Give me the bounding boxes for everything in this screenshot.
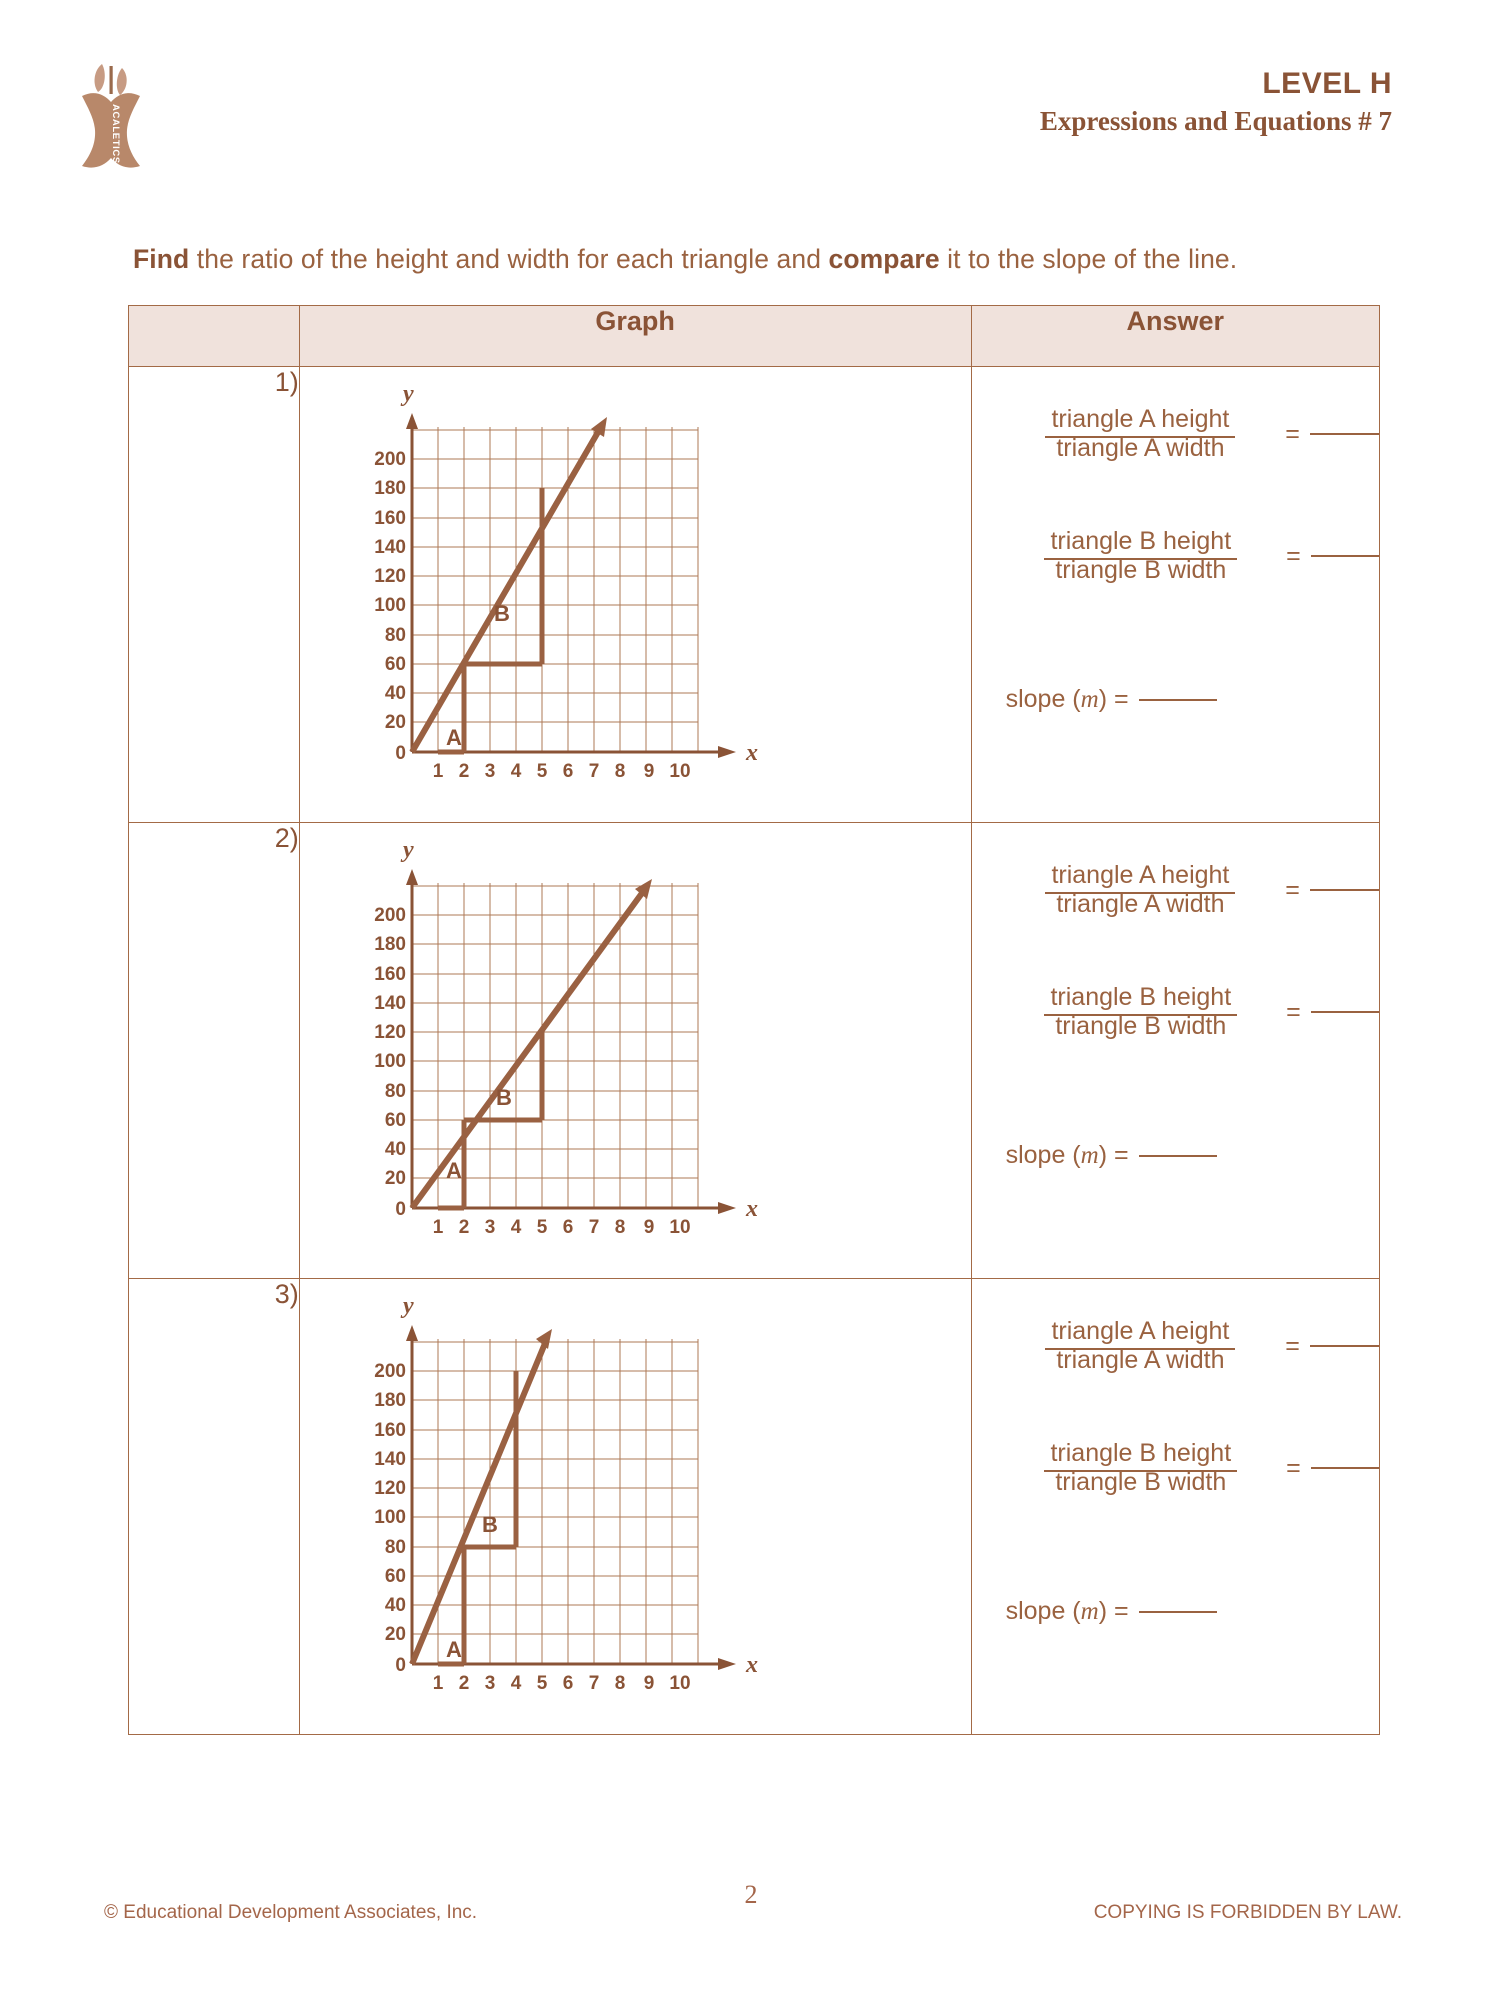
table-row (129, 1279, 1380, 1735)
x-tick-5: 5 (536, 1673, 548, 1694)
x-tick-10: 10 (669, 1673, 691, 1694)
answer-blank-b[interactable] (1311, 555, 1379, 557)
x-tick-9: 9 (643, 1673, 655, 1694)
answer-blank-slope[interactable] (1139, 1611, 1217, 1613)
answer-blank-b[interactable] (1311, 1011, 1379, 1013)
y-tick-80: 80 (384, 625, 406, 646)
instruction-bold-find: Find (133, 244, 190, 274)
y-tick-0: 0 (395, 1655, 406, 1676)
copying-forbidden-notice: COPYING IS FORBIDDEN BY LAW. (1093, 1902, 1402, 1923)
table-row (129, 367, 1380, 823)
y-tick-100: 100 (374, 595, 406, 616)
y-tick-80: 80 (384, 1081, 406, 1102)
x-tick-7: 7 (588, 1217, 600, 1238)
y-axis-arrow (406, 413, 418, 429)
header-cell-graph: Graph (299, 306, 971, 367)
ratio-b-numerator: triangle B height (1044, 1439, 1237, 1472)
x-tick-3: 3 (484, 1673, 496, 1694)
y-tick-20: 20 (384, 712, 406, 733)
y-tick-140: 140 (374, 1449, 406, 1470)
x-tick-8: 8 (614, 1673, 626, 1694)
header-cell-answer: Answer (971, 306, 1379, 367)
equals-sign-b: = (1286, 1453, 1301, 1482)
y-axis-arrow (406, 869, 418, 885)
slope-row-1 (1006, 685, 1217, 714)
graph-cell-3 (299, 1279, 971, 1735)
y-tick-160: 160 (374, 964, 406, 985)
y-tick-120: 120 (374, 566, 406, 587)
graph-3 (300, 1279, 972, 1734)
ratio-a-3 (1006, 1317, 1379, 1375)
slope-label-1: slope (m) = (1005, 685, 1129, 713)
graph-cell-1 (299, 367, 971, 823)
data-line-3 (412, 1341, 546, 1664)
ratio-b-1 (1006, 527, 1379, 585)
copyright-notice: © Educational Development Associates, Inc. (104, 1902, 478, 1923)
y-tick-180: 180 (374, 478, 406, 499)
page-number: 2 (744, 1880, 758, 1909)
x-tick-4: 4 (510, 761, 522, 782)
ratio-b-numerator: triangle B height (1044, 983, 1237, 1016)
slope-label-3: slope (m) = (1005, 1597, 1129, 1625)
x-axis-arrow (718, 1658, 736, 1670)
instruction-middle: the ratio of the height and width for each triangle and (189, 244, 829, 274)
ratio-a-denominator: triangle A width (1056, 1346, 1225, 1374)
x-axis-label: x (745, 1196, 758, 1222)
y-tick-60: 60 (384, 1566, 406, 1587)
triangle-b-label-3: B (481, 1512, 498, 1537)
x-axis-label: x (745, 1652, 758, 1678)
x-tick-10: 10 (669, 1217, 691, 1238)
acaletics-apple-core-logo (72, 58, 150, 173)
answer-blank-b[interactable] (1311, 1467, 1379, 1469)
data-line-1 (412, 427, 601, 752)
graph-cell-2 (299, 823, 971, 1279)
answer-cell-2 (971, 823, 1379, 1279)
y-tick-180: 180 (374, 934, 406, 955)
triangle-a-label-3: A (445, 1637, 462, 1662)
header-titles (1040, 68, 1392, 135)
y-tick-100: 100 (374, 1051, 406, 1072)
x-tick-9: 9 (643, 761, 655, 782)
x-tick-9: 9 (643, 1217, 655, 1238)
ratio-b-denominator: triangle B width (1055, 1468, 1227, 1496)
x-tick-7: 7 (588, 761, 600, 782)
instruction-bold-compare: compare (828, 244, 940, 274)
y-tick-60: 60 (384, 654, 406, 675)
y-tick-40: 40 (384, 1139, 406, 1160)
x-tick-2: 2 (458, 1673, 470, 1694)
x-tick-8: 8 (614, 1217, 626, 1238)
triangle-b-label-2: B (495, 1085, 512, 1110)
table-row (129, 823, 1380, 1279)
triangle-a-label-1: A (445, 725, 462, 750)
x-tick-2: 2 (458, 761, 470, 782)
logo-wordmark: ACALETICS (110, 104, 121, 164)
instruction-end: it to the slope of the line. (939, 244, 1238, 274)
answer-blank-a[interactable] (1310, 433, 1379, 435)
x-tick-5: 5 (536, 1217, 548, 1238)
triangle-a-label-2: A (445, 1158, 462, 1183)
ratio-a-denominator: triangle A width (1056, 434, 1225, 462)
ratio-b-denominator: triangle B width (1055, 1012, 1227, 1040)
x-tick-1: 1 (432, 761, 444, 782)
y-tick-140: 140 (374, 537, 406, 558)
y-axis-arrow (406, 1325, 418, 1341)
x-tick-7: 7 (588, 1673, 600, 1694)
y-tick-200: 200 (374, 905, 406, 926)
x-tick-3: 3 (484, 1217, 496, 1238)
triangle-b-label-1: B (493, 601, 510, 626)
page-header (0, 0, 1502, 210)
answer-blank-a[interactable] (1310, 889, 1379, 891)
table-header-row (129, 306, 1380, 367)
graph-2 (300, 823, 972, 1278)
x-tick-10: 10 (669, 761, 691, 782)
problem-number: 2) (129, 823, 300, 1279)
x-tick-4: 4 (510, 1217, 522, 1238)
y-tick-100: 100 (374, 1507, 406, 1528)
ratio-a-denominator: triangle A width (1056, 890, 1225, 918)
problem-number: 3) (129, 1279, 300, 1735)
x-tick-1: 1 (432, 1673, 444, 1694)
answer-cell-3 (971, 1279, 1379, 1735)
y-axis-label: y (402, 1293, 414, 1319)
x-tick-6: 6 (562, 1673, 574, 1694)
equals-sign-b: = (1286, 997, 1301, 1026)
x-tick-5: 5 (536, 761, 548, 782)
page-footer (0, 1880, 1502, 1950)
x-axis-arrow (718, 1202, 736, 1214)
y-tick-120: 120 (374, 1022, 406, 1043)
y-tick-80: 80 (384, 1537, 406, 1558)
y-axis-label: y (402, 837, 414, 863)
ratio-b-2 (1006, 983, 1379, 1041)
slope-label-2: slope (m) = (1005, 1141, 1129, 1169)
x-tick-3: 3 (484, 761, 496, 782)
y-tick-160: 160 (374, 508, 406, 529)
unit-label: Expressions and Equations # 7 (1039, 105, 1392, 136)
ratio-b-numerator: triangle B height (1044, 527, 1237, 560)
y-tick-140: 140 (374, 993, 406, 1014)
equals-sign-b: = (1286, 541, 1301, 570)
slope-row-3 (1006, 1597, 1217, 1626)
x-tick-2: 2 (458, 1217, 470, 1238)
y-tick-0: 0 (395, 1199, 406, 1220)
level-label: LEVEL H (1262, 67, 1392, 100)
y-tick-20: 20 (384, 1624, 406, 1645)
y-axis-label: y (402, 381, 414, 407)
ratio-b-denominator: triangle B width (1055, 556, 1227, 584)
ratio-a-numerator: triangle A height (1045, 1317, 1235, 1350)
ratio-a-1 (1006, 405, 1379, 463)
y-tick-40: 40 (384, 683, 406, 704)
y-tick-160: 160 (374, 1420, 406, 1441)
answer-blank-slope[interactable] (1139, 1155, 1217, 1157)
ratio-b-3 (1006, 1439, 1379, 1497)
graph-1 (300, 367, 972, 822)
y-tick-200: 200 (374, 449, 406, 470)
x-tick-6: 6 (562, 761, 574, 782)
y-tick-200: 200 (374, 1361, 406, 1382)
answer-cell-1 (971, 367, 1379, 823)
ratio-a-numerator: triangle A height (1045, 861, 1235, 894)
instruction-text (133, 244, 1403, 275)
slope-row-2 (1006, 1141, 1217, 1170)
y-tick-60: 60 (384, 1110, 406, 1131)
ratio-a-2 (1006, 861, 1379, 919)
problems-table (128, 305, 1380, 1735)
x-axis-label: x (745, 740, 758, 766)
answer-blank-a[interactable] (1310, 1345, 1379, 1347)
x-axis-arrow (718, 746, 736, 758)
x-tick-4: 4 (510, 1673, 522, 1694)
y-tick-0: 0 (395, 743, 406, 764)
x-tick-6: 6 (562, 1217, 574, 1238)
equals-sign-a: = (1285, 419, 1300, 448)
x-tick-1: 1 (432, 1217, 444, 1238)
answer-blank-slope[interactable] (1139, 699, 1217, 701)
x-tick-8: 8 (614, 761, 626, 782)
ratio-a-numerator: triangle A height (1045, 405, 1235, 438)
problem-number: 1) (129, 367, 300, 823)
header-cell-number (129, 306, 300, 367)
y-tick-120: 120 (374, 1478, 406, 1499)
equals-sign-a: = (1285, 875, 1300, 904)
y-tick-180: 180 (374, 1390, 406, 1411)
y-tick-40: 40 (384, 1595, 406, 1616)
y-tick-20: 20 (384, 1168, 406, 1189)
equals-sign-a: = (1285, 1331, 1300, 1360)
